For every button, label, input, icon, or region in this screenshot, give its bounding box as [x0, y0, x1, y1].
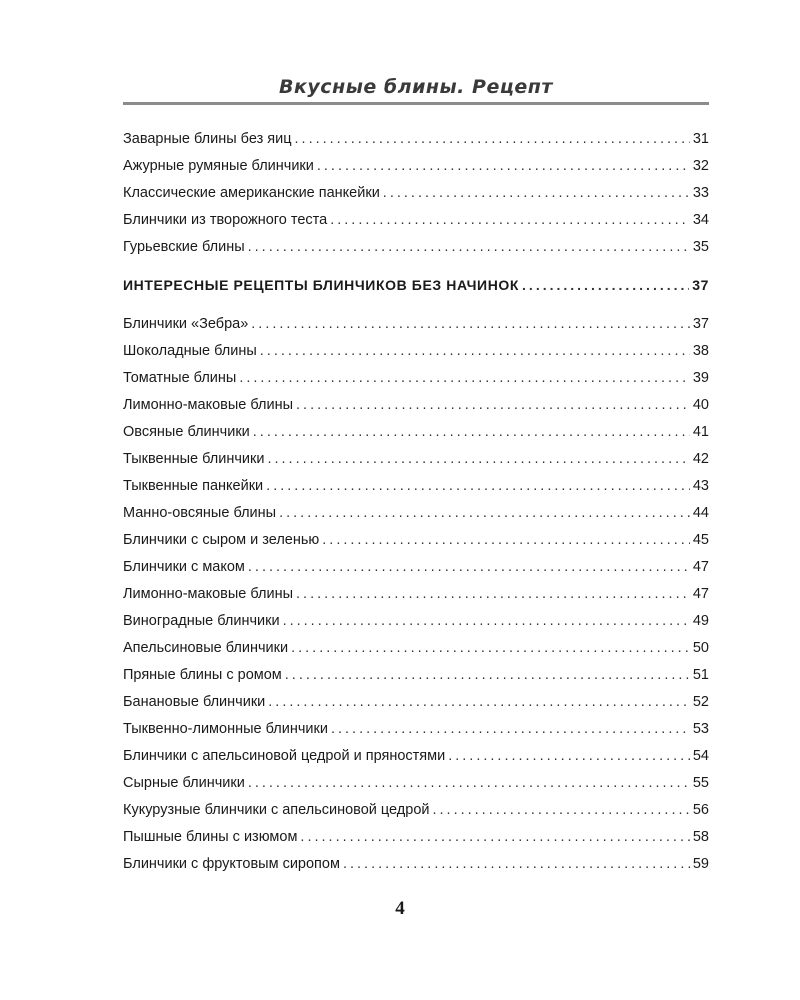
toc-entry-title: Заварные блины без яиц	[123, 131, 292, 147]
toc-entry-page: 47	[692, 586, 709, 602]
dot-leader	[432, 799, 689, 821]
toc-entry	[123, 448, 709, 470]
dot-leader	[291, 637, 690, 659]
dot-leader	[296, 394, 690, 416]
toc-entry-title: Гурьевские блины	[123, 239, 245, 255]
toc-entry	[123, 182, 709, 204]
toc-entry-page: 44	[692, 505, 709, 521]
toc-entry-title: Блинчики из творожного теста	[123, 212, 328, 228]
toc-entry-page: 40	[692, 397, 709, 413]
toc-entry-page: 52	[692, 694, 709, 710]
toc-entry-page: 51	[692, 667, 709, 683]
dot-leader	[448, 745, 690, 767]
toc-entry-title: Сырные блинчики	[123, 775, 245, 791]
toc-entry-title: Пряные блины с ромом	[123, 667, 282, 683]
toc-entry	[123, 340, 709, 362]
toc-entry-title: Виноградные блинчики	[123, 613, 280, 629]
toc-entry	[123, 556, 709, 578]
toc-entry-title: Классические американские панкейки	[123, 185, 380, 201]
dot-leader	[268, 691, 690, 713]
dot-leader	[296, 583, 690, 605]
toc-entry-page: 35	[692, 239, 709, 255]
toc-entry	[123, 367, 709, 389]
toc-entry	[123, 853, 709, 875]
dot-leader	[251, 313, 690, 335]
dot-leader	[331, 718, 690, 740]
toc-entry	[123, 826, 709, 848]
toc-entry-title: Кукурузные блинчики с апельсиновой цедрой	[123, 802, 430, 818]
dot-leader	[260, 340, 690, 362]
toc-entry-title: Тыквенно-лимонные блинчики	[123, 721, 328, 737]
toc-entry-title: Манно-овсяные блины	[123, 505, 277, 521]
toc-entry-page: 56	[692, 802, 709, 818]
toc-entry-title: Блинчики с фруктовым сиропом	[123, 856, 340, 872]
dot-leader	[248, 772, 690, 794]
toc-entry	[123, 394, 709, 416]
dot-leader	[300, 826, 689, 848]
toc-entry-title: Блинчики «Зебра»	[123, 316, 249, 332]
toc-entry-page: 34	[692, 212, 709, 228]
toc-entry	[123, 637, 709, 659]
dot-leader	[266, 475, 690, 497]
dot-leader	[285, 664, 690, 686]
toc-entry-title: Блинчики с маком	[123, 559, 245, 575]
toc-entry-page: 39	[692, 370, 709, 386]
toc-entry-page: 37	[692, 277, 709, 293]
toc-entry-page: 38	[692, 343, 709, 359]
toc-entry	[123, 664, 709, 686]
toc-entry-title: Тыквенные блинчики	[123, 451, 265, 467]
toc-entry-page: 45	[692, 532, 709, 548]
dot-leader	[317, 155, 690, 177]
toc-entry-title: Овсяные блинчики	[123, 424, 250, 440]
toc-entry	[123, 502, 709, 524]
dot-leader	[343, 853, 690, 875]
toc-entry-page: 49	[692, 613, 709, 629]
dot-leader	[322, 529, 690, 551]
toc-entry	[123, 529, 709, 551]
toc-entry-title: Блинчики с сыром и зеленью	[123, 532, 320, 548]
toc-entry-page: 53	[692, 721, 709, 737]
toc-section-heading	[123, 274, 709, 296]
toc-entry-title: Тыквенные панкейки	[123, 478, 264, 494]
toc-entry	[123, 718, 709, 740]
page-number: 4	[395, 898, 405, 919]
header-divider	[123, 102, 709, 105]
toc-entry	[123, 236, 709, 258]
toc-entry	[123, 421, 709, 443]
toc-entry	[123, 313, 709, 335]
dot-leader	[279, 502, 690, 524]
toc-entry-page: 43	[692, 478, 709, 494]
toc-entry-page: 58	[692, 829, 709, 845]
toc-entry-title: Апельсиновые блинчики	[123, 640, 289, 656]
dot-leader	[239, 367, 690, 389]
dot-leader	[253, 421, 690, 443]
toc-entry	[123, 209, 709, 231]
toc-entry-page: 54	[692, 748, 709, 764]
toc-entry-page: 59	[692, 856, 709, 872]
toc-entry	[123, 475, 709, 497]
toc-entry	[123, 583, 709, 605]
toc-entry-page: 31	[692, 131, 709, 147]
toc-entry-title: Лимонно-маковые блины	[123, 397, 294, 413]
toc-entry-title: Блинчики с апельсиновой цедрой и пряностями	[123, 748, 446, 764]
toc-entry	[123, 745, 709, 767]
toc-entry-page: 42	[692, 451, 709, 467]
dot-leader	[248, 236, 690, 258]
dot-leader	[383, 182, 690, 204]
toc-entry	[123, 128, 709, 150]
dot-leader	[330, 209, 690, 231]
dot-leader	[522, 274, 689, 296]
toc-section-title: ИНТЕРЕСНЫЕ РЕЦЕПТЫ БЛИНЧИКОВ БЕЗ НАЧИНОК	[123, 277, 520, 293]
toc-entry	[123, 155, 709, 177]
toc-entry-page: 55	[692, 775, 709, 791]
toc-entry-title: Банановые блинчики	[123, 694, 266, 710]
toc-entry-page: 41	[692, 424, 709, 440]
toc-entry-title: Пышные блины с изюмом	[123, 829, 298, 845]
toc-entry	[123, 799, 709, 821]
dot-leader	[248, 556, 690, 578]
dot-leader	[295, 128, 690, 150]
running-header-title: Вкусные блины. Рецепт	[279, 76, 553, 98]
toc-entry-page: 33	[692, 185, 709, 201]
dot-leader	[267, 448, 689, 470]
dot-leader	[283, 610, 690, 632]
toc-entry-title: Шоколадные блины	[123, 343, 257, 359]
toc-entry-page: 50	[692, 640, 709, 656]
toc-entry-page: 47	[692, 559, 709, 575]
toc-entry	[123, 772, 709, 794]
toc-entry-page: 32	[692, 158, 709, 174]
toc-entry	[123, 610, 709, 632]
toc-entry	[123, 691, 709, 713]
toc-entry-page: 37	[692, 316, 709, 332]
toc-entry-title: Лимонно-маковые блины	[123, 586, 294, 602]
toc-entry-title: Ажурные румяные блинчики	[123, 158, 314, 174]
toc-entry-title: Томатные блины	[123, 370, 237, 386]
